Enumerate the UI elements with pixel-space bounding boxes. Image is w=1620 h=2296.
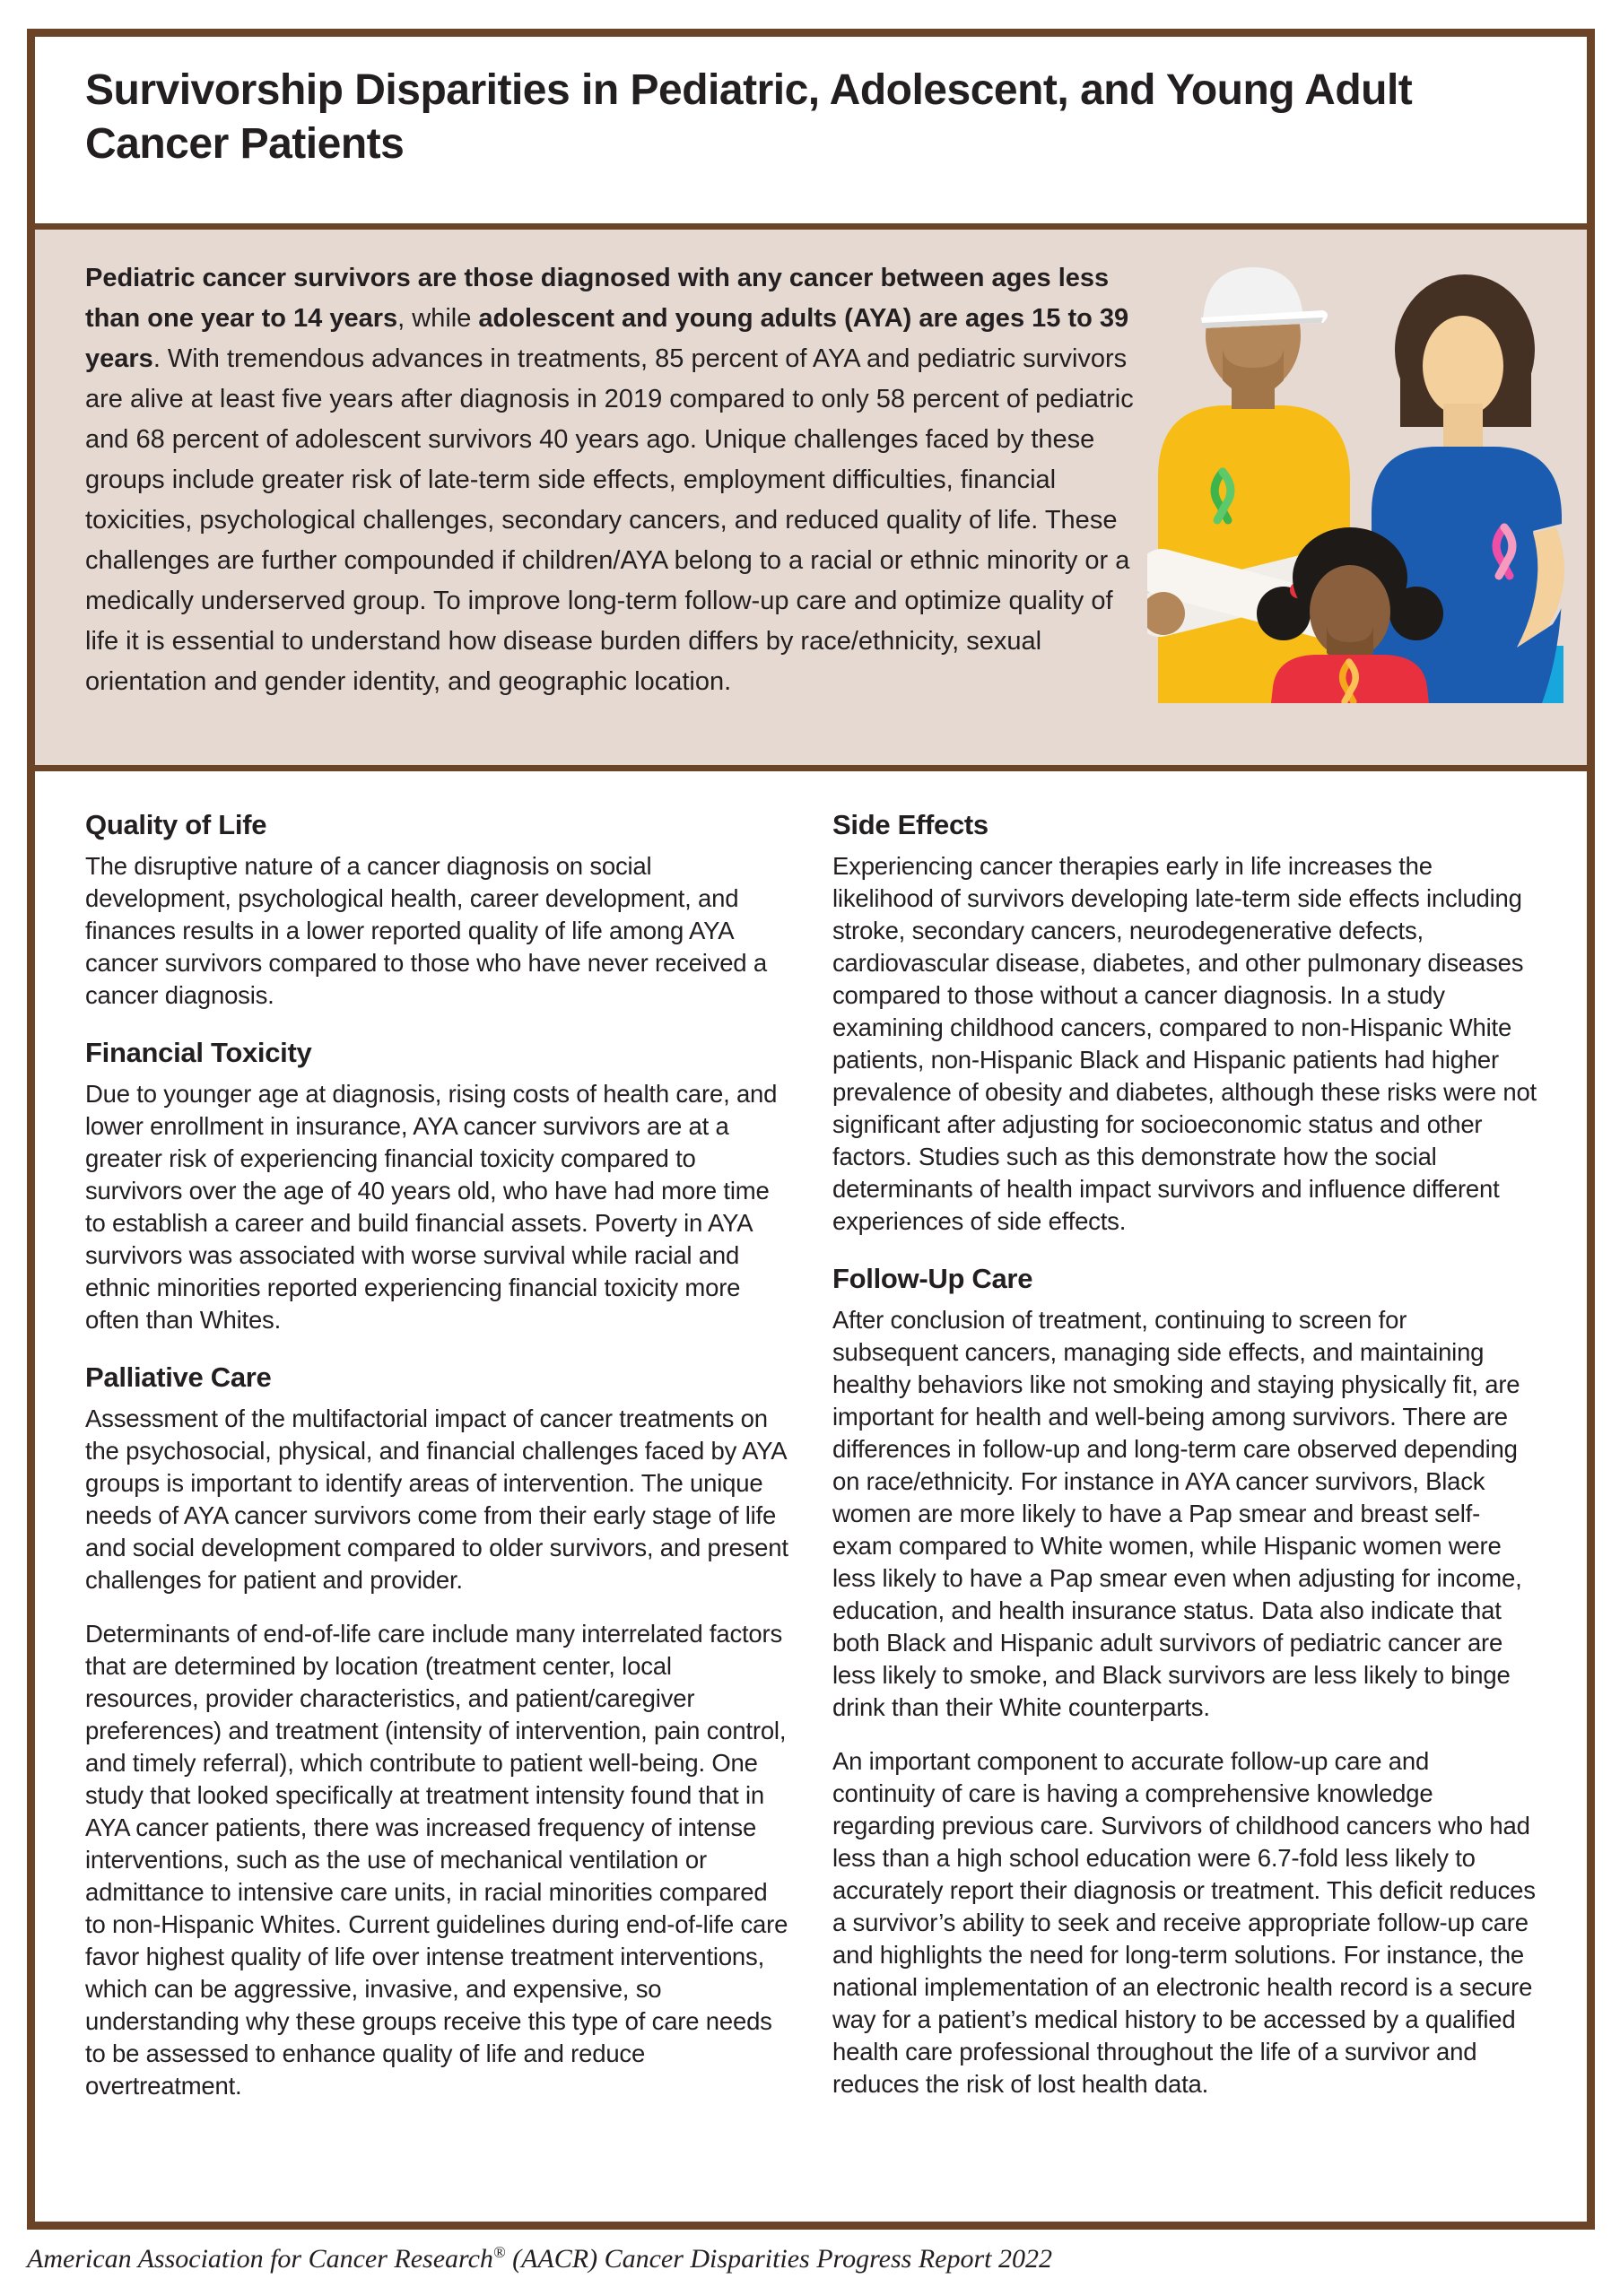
section-paragraph: Determinants of end-of-life care include many interrelated factors that are determined by location (treatment center, local resources, provider characteristics, and patient/caregiver preferences) and treatment (intensity of intervention, pain control, and timely referral), which contribute to patient well-being. One study that looked specifically at treatment intensity found that in AYA cancer patients, there was increased frequency of intense interventions, such as the use of mechanical ventilation or admittance to intensive care units, in racial minorities compared to non-Hispanic Whites. Current guidelines during end-of-life care favor highest quality of life over intense treatment interventions, which can be aggressive, invasive, and expensive, so understanding why these groups receive this type of care needs to be assessed to enhance quality of life and reduce overtreatment. bbox=[85, 1620, 788, 2100]
section-paragraph: Assessment of the multifactorial impact of cancer treatments on the psychosocial, physical, and financial challenges faced by AYA groups is important to identify areas of intervention. The unique needs of AYA cancer survivors come from their early stage of life and social development compared to older survivors, and present challenges for patient and provider. bbox=[85, 1405, 788, 1594]
section-paragraph: An important component to accurate follow-up care and continuity of care is having a comprehensive knowledge regarding previous care. Survivors of childhood cancers who had less than a high school education were 6.7-fold less likely to accurately report their diagnosis or treatment. This deficit reduces a survivor’s ability to seek and receive appropriate follow-up care and highlights the need for long-term solutions. For instance, the national implementation of an electronic health record is a secure way for a patient’s medical history to be accessed by a qualified health care professional throughout the life of a survivor and reduces the risk of lost health data. bbox=[832, 1747, 1536, 2098]
section-side-effects bbox=[832, 809, 1537, 1238]
intro-segment-regular-2: . With tremendous advances in treatments, 85 percent of AYA and pediatric survivors are alive at least five years after diagnosis in 2019 compared to only 58 percent of pediatric and 68 percent of adolescent survivors 40 years ago. Unique challenges faced by these groups include greater risk of late-term side effects, employment difficulties, financial toxicities, psychological challenges, secondary cancers, and reduced quality of life. These challenges are further compounded if children/AYA belong to a racial or ethnic minority or a medically underserved group. To improve long-term follow-up care and optimize quality of life it is essential to understand how disease burden differs by race/ethnicity, sexual orientation and gender identity, and geographic location. bbox=[85, 344, 1134, 696]
right-column bbox=[832, 809, 1537, 2230]
section-paragraph: The disruptive nature of a cancer diagnosis on social development, psychological health, career development, and finances results in a lower reported quality of life among AYA cancer survivors compared to those who have never received a cancer diagnosis. bbox=[85, 852, 767, 1009]
intro-segment-bold-1: Pediatric cancer survivors are those diagnosed with any cancer between ages less than one year to 14 years bbox=[85, 264, 1110, 333]
intro-panel bbox=[35, 230, 1587, 765]
report-footer bbox=[27, 2244, 1588, 2274]
footer-report-rest: (AACR) Cancer Disparities Progress Report 2022 bbox=[505, 2244, 1052, 2274]
section-paragraph: Experiencing cancer therapies early in life increases the likelihood of survivors developing late-term side effects including stroke, secondary cancers, neurodegenerative defects, cardiovascular disease, diabetes, and other pulmonary diseases compared to those without a cancer diagnosis. In a study examining childhood cancers, compared to non-Hispanic White patients, non-Hispanic Black and Hispanic patients had higher prevalence of obesity and diabetes, although these risks were not significant after adjusting for socioeconomic status and other factors. Studies such as this demonstrate how the social determinants of health impact survivors and influence different experiences of side effects. bbox=[832, 852, 1537, 1235]
section-heading: Side Effects bbox=[832, 809, 989, 840]
title-divider bbox=[35, 223, 1587, 230]
left-column bbox=[85, 809, 789, 2230]
section-heading: Financial Toxicity bbox=[85, 1037, 312, 1068]
section-paragraph: After conclusion of treatment, continuing to screen for subsequent cancers, managing side effects, and maintaining healthy behaviors like not smoking and staying physically fit, are important for health and well-being among survivors. There are differences in follow-up and long-term care observed depending on race/ethnicity. For instance in AYA cancer survivors, Black women are more likely to have a Pap smear and breast self-exam compared to White women, while Hispanic women were less likely to have a Pap smear even when adjusting for income, education, and health insurance status. Data also indicate that both Black and Hispanic adult survivors of pediatric cancer are less likely to smoke, and Black survivors are less likely to binge drink than their White counterparts. bbox=[832, 1306, 1522, 1721]
section-heading: Palliative Care bbox=[85, 1361, 272, 1393]
woman-figure bbox=[1370, 274, 1571, 703]
registered-mark: ® bbox=[492, 2243, 506, 2261]
intro-paragraph bbox=[85, 258, 1139, 702]
section-palliative-care bbox=[85, 1361, 789, 2102]
section-financial-toxicity bbox=[85, 1037, 789, 1336]
section-heading: Quality of Life bbox=[85, 809, 267, 840]
section-quality-of-life bbox=[85, 809, 789, 1012]
page-frame bbox=[27, 29, 1595, 2230]
intro-segment-bold-2: adolescent and young adults (AYA) are ages 15 to 39 years bbox=[85, 304, 1129, 373]
intro-segment-regular-1: , while bbox=[397, 304, 479, 333]
body-columns bbox=[35, 771, 1587, 2230]
section-paragraph: Due to younger age at diagnosis, rising costs of health care, and lower enrollment in insurance, AYA cancer survivors are at a greater risk of experiencing financial toxicity compared to survivors over the age of 40 years old, who have had more time to establish a career and build financial assets. Poverty in AYA survivors was associated with worse survival while racial and ethnic minorities reported experiencing financial toxicity more often than Whites. bbox=[85, 1080, 778, 1334]
section-heading: Follow-Up Care bbox=[832, 1263, 1033, 1294]
footer-report-name: American Association for Cancer Research bbox=[27, 2244, 493, 2274]
intro-divider bbox=[35, 765, 1587, 771]
title-block bbox=[35, 37, 1587, 223]
family-illustration bbox=[1147, 262, 1583, 703]
section-follow-up-care bbox=[832, 1263, 1537, 2100]
page-title: Survivorship Disparities in Pediatric, Adolescent, and Young Adult Cancer Patients bbox=[85, 66, 1413, 168]
